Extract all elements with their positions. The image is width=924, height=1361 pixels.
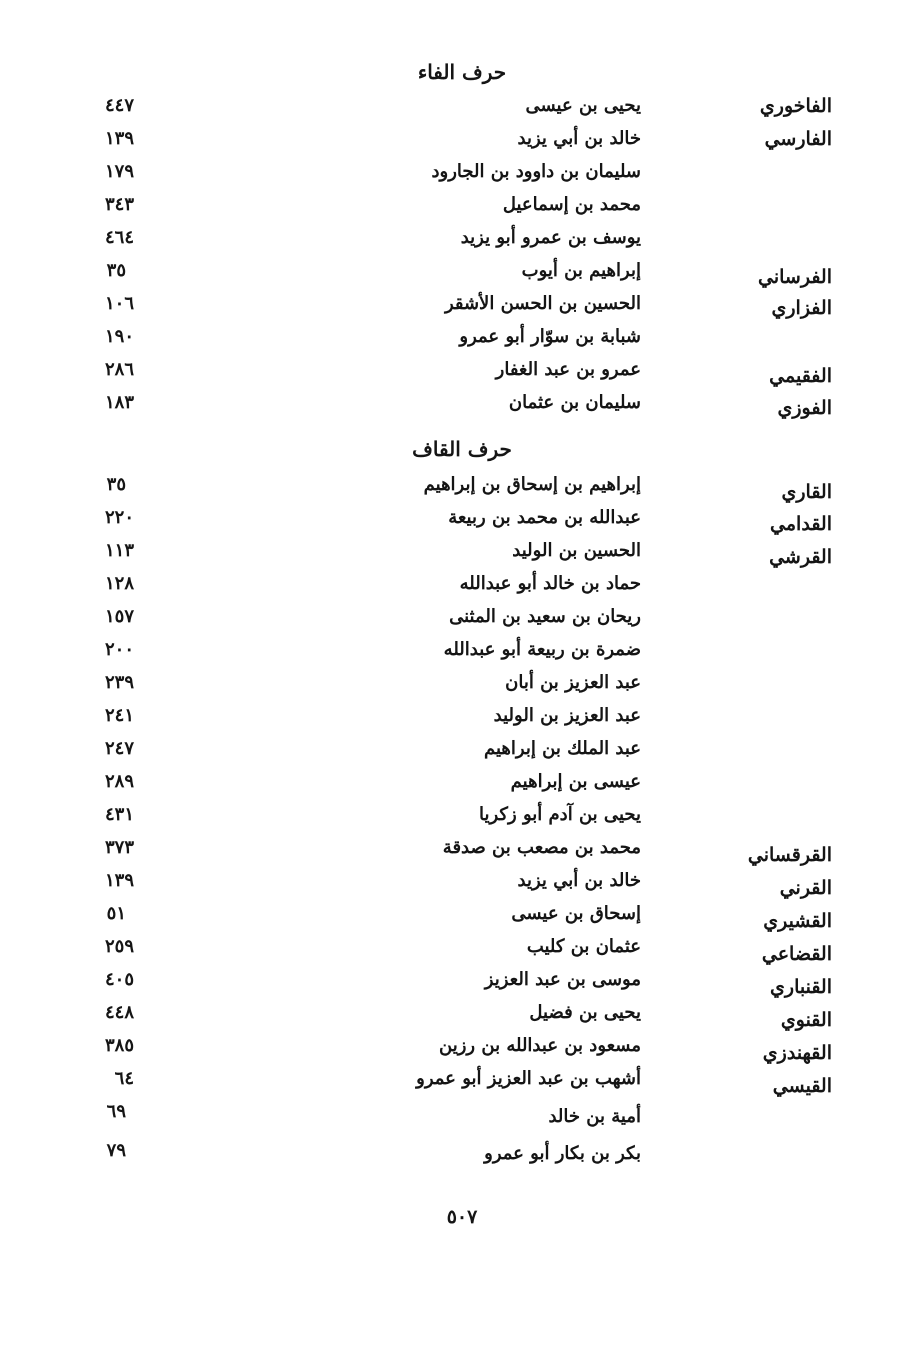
entry-name: عبدالله بن محمد بن ربيعة (448, 507, 641, 528)
entry-page-number: ٧٩ (106, 1140, 126, 1161)
entry-nisba: القنباري (770, 976, 832, 998)
index-entry (0, 1035, 924, 1065)
entry-name: حماد بن خالد أبو عبدالله (459, 573, 641, 594)
entry-nisba: القضاعي (761, 943, 832, 965)
entry-nisba: القرني (779, 877, 832, 899)
index-entry (0, 194, 924, 224)
entry-nisba: القنوي (780, 1009, 832, 1031)
entry-page-number: ٣٧٣ (104, 837, 134, 858)
entry-name: ضمرة بن ربيعة أبو عبدالله (443, 639, 641, 660)
entry-nisba: الفقيمي (769, 365, 832, 387)
entry-name: خالد بن أبي يزيد (517, 128, 641, 149)
entry-page-number: ٢٢٠ (104, 507, 134, 528)
entry-name: يحيى بن عيسى (525, 95, 641, 116)
entry-page-number: ٣٥ (106, 474, 126, 495)
entry-page-number: ٤٠٥ (104, 969, 134, 990)
index-entry (0, 903, 924, 933)
entry-page-number: ٢٤٧ (104, 738, 134, 759)
entry-page-number: ٤٤٧ (104, 95, 134, 116)
entry-page-number: ٣٥ (106, 260, 126, 281)
entry-page-number: ٢٨٦ (104, 359, 134, 380)
index-entry (0, 95, 924, 125)
entry-name: ريحان بن سعيد بن المثنى (449, 606, 641, 627)
entry-name: الحسين بن الوليد (512, 540, 641, 561)
entry-nisba: الفرساني (758, 266, 832, 288)
entry-name: إسحاق بن عيسى (511, 903, 641, 924)
entry-name: بكر بن بكار أبو عمرو (484, 1143, 641, 1164)
index-entry (0, 705, 924, 735)
entry-page-number: ٦٩ (106, 1101, 126, 1122)
entry-page-number: ١٠٦ (104, 293, 134, 314)
entry-page-number: ١٨٣ (104, 392, 134, 413)
section-title-qaf: حرف القاف (412, 437, 512, 461)
entry-name: عبد العزيز بن أبان (505, 672, 641, 693)
entry-page-number: ١٣٩ (104, 870, 134, 891)
entry-name: عبد العزيز بن الوليد (493, 705, 641, 726)
entry-name: شبابة بن سوّار أبو عمرو (459, 326, 641, 347)
entry-page-number: ١٧٩ (104, 161, 134, 182)
entry-page-number: ١١٣ (104, 540, 134, 561)
index-entry (0, 771, 924, 801)
index-entry (0, 326, 924, 356)
entry-page-number: ٣٨٥ (104, 1035, 134, 1056)
entry-nisba: القرقساني (747, 844, 832, 866)
entry-name: أشهب بن عبد العزيز أبو عمرو (416, 1068, 641, 1089)
index-entry (0, 573, 924, 603)
entry-name: محمد بن مصعب بن صدقة (442, 837, 641, 858)
entry-page-number: ٢٠٠ (104, 639, 134, 660)
entry-name: الحسين بن الحسن الأشقر (444, 293, 641, 314)
entry-page-number: ١٩٠ (104, 326, 134, 347)
index-entry (0, 260, 924, 290)
entry-name: سليمان بن عثمان (508, 392, 641, 413)
entry-page-number: ٤٦٤ (104, 227, 134, 248)
entry-page-number: ٢٤١ (104, 705, 134, 726)
index-entry (0, 507, 924, 537)
entry-page-number: ٣٤٣ (104, 194, 134, 215)
entry-page-number: ٥١ (106, 903, 126, 924)
entry-nisba: الفاخوري (759, 95, 832, 117)
entry-name: إبراهيم بن إسحاق بن إبراهيم (423, 474, 641, 495)
entry-nisba: القشيري (763, 910, 832, 932)
index-entry (0, 1068, 924, 1098)
entry-nisba: القرشي (769, 546, 832, 568)
entry-page-number: ٢٣٩ (104, 672, 134, 693)
entry-page-number: ٢٨٩ (104, 771, 134, 792)
index-entry (0, 1140, 924, 1170)
entry-name: مسعود بن عبدالله بن رزين (439, 1035, 641, 1056)
page-number: ٥٠٧ (446, 1206, 478, 1228)
entry-nisba: القدامي (770, 513, 832, 535)
index-entry (0, 227, 924, 257)
index-entry (0, 128, 924, 158)
index-entry (0, 870, 924, 900)
index-entry (0, 969, 924, 999)
index-entry (0, 639, 924, 669)
entry-page-number: ١٥٧ (104, 606, 134, 627)
entry-name: عمرو بن عبد الغفار (495, 359, 641, 380)
entry-page-number: ٢٥٩ (104, 936, 134, 957)
entry-page-number: ١٢٨ (104, 573, 134, 594)
index-entry (0, 804, 924, 834)
entry-name: سليمان بن داوود بن الجارود (431, 161, 641, 182)
entry-name: عبد الملك بن إبراهيم (484, 738, 641, 759)
entry-nisba: القاري (781, 481, 832, 503)
entry-page-number: ٤٤٨ (104, 1002, 134, 1023)
entry-page-number: ١٣٩ (104, 128, 134, 149)
entry-nisba: الفارسي (764, 128, 832, 150)
entry-name: عيسى بن إبراهيم (510, 771, 641, 792)
entry-name: إبراهيم بن أيوب (521, 260, 641, 281)
entry-nisba: القهندزي (762, 1042, 832, 1064)
index-entry (0, 161, 924, 191)
index-entry (0, 606, 924, 636)
entry-name: موسى بن عبد العزيز (484, 969, 641, 990)
index-entry (0, 293, 924, 323)
entry-name: عثمان بن كليب (526, 936, 641, 957)
entry-nisba: الفوزي (777, 397, 832, 419)
entry-name: يحيى بن فضيل (529, 1002, 641, 1023)
index-entry (0, 474, 924, 504)
index-entry (0, 837, 924, 867)
index-entry (0, 738, 924, 768)
index-entry (0, 359, 924, 389)
entry-name: يحيى بن آدم أبو زكريا (479, 804, 641, 825)
index-entry (0, 392, 924, 422)
section-title-faa: حرف الفاء (417, 60, 507, 84)
entry-page-number: ٤٣١ (104, 804, 134, 825)
entry-name: خالد بن أبي يزيد (517, 870, 641, 891)
entry-name: أمية بن خالد (548, 1106, 641, 1127)
entry-page-number: ٦٤ (114, 1068, 134, 1089)
index-entry (0, 672, 924, 702)
index-entry (0, 540, 924, 570)
entry-nisba: الفزاري (771, 297, 832, 319)
entry-name: محمد بن إسماعيل (502, 194, 641, 215)
index-entry (0, 1101, 924, 1131)
index-entry (0, 1002, 924, 1032)
index-entry (0, 936, 924, 966)
entry-name: يوسف بن عمرو أبو يزيد (460, 227, 641, 248)
entry-nisba: القيسي (772, 1075, 832, 1097)
